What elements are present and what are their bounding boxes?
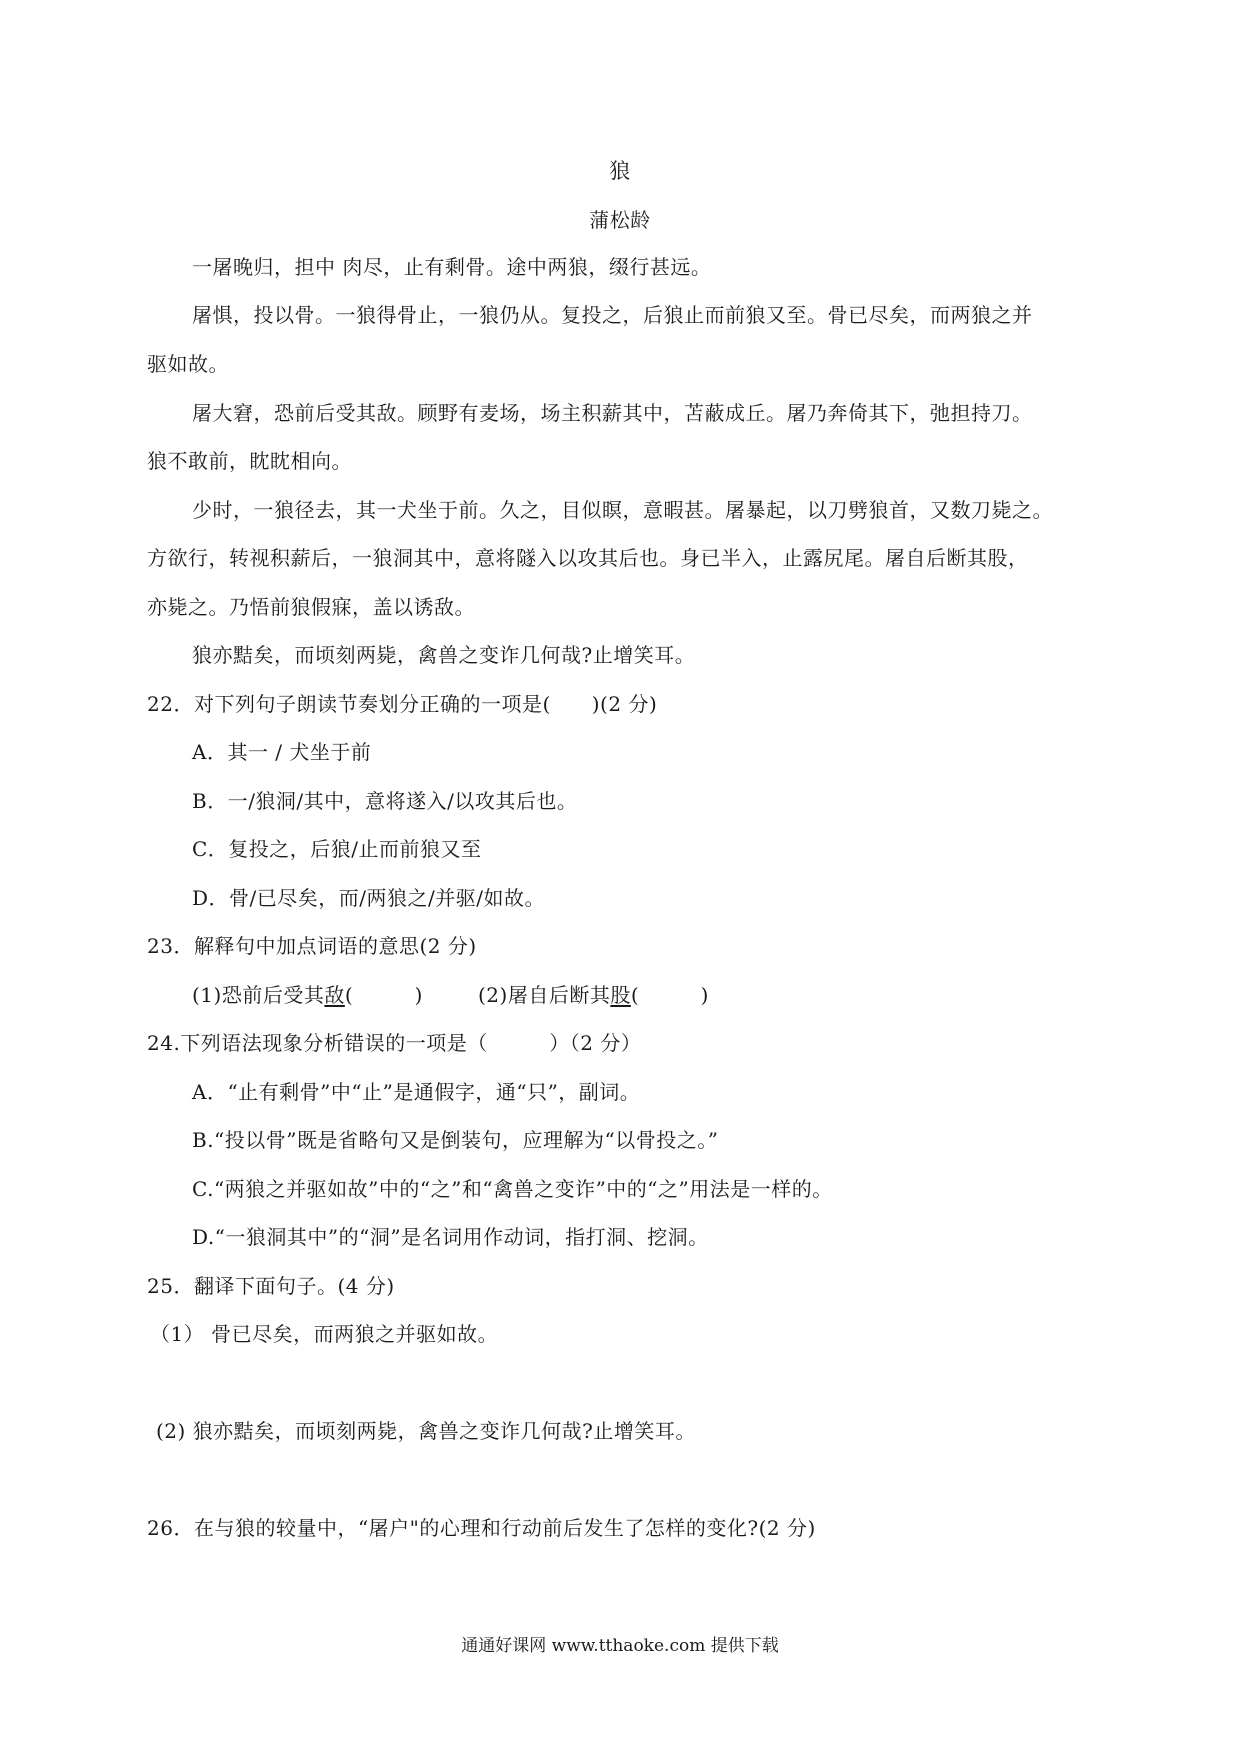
question-23-part-1-word: 敌	[324, 983, 345, 1007]
question-23-stem: 23．解释句中加点词语的意思(2 分)	[147, 934, 477, 958]
passage-author: 蒲松龄	[589, 208, 651, 232]
question-23-part-2	[478, 981, 709, 1009]
question-25-item-2: (2) 狼亦黠矣，而顷刻两毙，禽兽之变诈几何哉?止增笑耳。	[156, 1419, 696, 1443]
question-22-stem: 22．对下列句子朗读节奏划分正确的一项是( )(2 分)	[147, 692, 658, 716]
passage-line: 亦毙之。乃悟前狼假寐，盖以诱敌。	[147, 595, 475, 619]
question-24-option-d: D.“一狼洞其中”的“洞”是名词用作动词，指打洞、挖洞。	[192, 1225, 709, 1249]
passage-line: 少时，一狼径去，其一犬坐于前。久之，目似瞑，意暇甚。屠暴起，以刀劈狼首，又数刀毙之。	[192, 498, 1053, 522]
question-23-part-1-prefix: (1)恐前后受其	[192, 983, 325, 1007]
question-23-part-2-word: 股	[610, 983, 631, 1007]
question-22-option-a: A．其一 / 犬坐于前	[192, 740, 372, 764]
question-23-part-1-blank: ( )	[344, 983, 423, 1007]
passage-line: 屠大窘，恐前后受其敌。顾野有麦场，场主积薪其中，苫蔽成丘。屠乃奔倚其下，弛担持刀。	[192, 401, 1033, 425]
question-22-option-d: D．骨/已尽矣，而/两狼之/并驱/如故。	[192, 886, 545, 910]
passage-line: 驱如故。	[147, 352, 229, 376]
question-24-option-a: A．“止有剩骨”中“止”是通假字，通“只”，副词。	[192, 1080, 641, 1104]
question-24-stem: 24.下列语法现象分析错误的一项是（ ）（2 分）	[147, 1031, 642, 1055]
passage-line: 方欲行，转视积薪后，一狼洞其中，意将隧入以攻其后也。身已半入，止露尻尾。屠自后断其股，	[147, 546, 1029, 570]
passage-line: 狼不敢前，眈眈相向。	[147, 449, 352, 473]
question-26-stem: 26．在与狼的较量中，“屠户"的心理和行动前后发生了怎样的变化?(2 分)	[147, 1516, 816, 1540]
passage-line: 狼亦黠矣，而顷刻两毙，禽兽之变诈几何哉?止增笑耳。	[192, 643, 696, 667]
question-23-part-2-blank: ( )	[630, 983, 709, 1007]
passage-title: 狼	[609, 159, 631, 183]
question-23-part-2-prefix: (2)屠自后断其	[478, 983, 611, 1007]
question-24-option-c: C.“两狼之并驱如故”中的“之”和“禽兽之变诈”中的“之”用法是一样的。	[192, 1177, 833, 1201]
question-23-part-1	[192, 981, 423, 1009]
passage-line: 屠惧，投以骨。一狼得骨止，一狼仍从。复投之，后狼止而前狼又至。骨已尽矣，而两狼之并	[192, 303, 1033, 327]
question-25-stem: 25．翻译下面句子。(4 分)	[147, 1274, 395, 1298]
question-25-item-1: （1） 骨已尽矣，而两狼之并驱如故。	[150, 1322, 499, 1346]
question-22-option-c: C．复投之，后狼/止而前狼又至	[192, 837, 482, 861]
footer-download-note: 通通好课网 www.tthaoke.com 提供下载	[461, 1636, 779, 1656]
question-22-option-b: B．一/狼洞/其中，意将遂入/以攻其后也。	[192, 789, 578, 813]
passage-line: 一屠晚归，担中 肉尽，止有剩骨。途中两狼，缀行甚远。	[192, 255, 712, 279]
question-24-option-b: B.“投以骨”既是省略句又是倒装句，应理解为“以骨投之。”	[192, 1128, 719, 1152]
